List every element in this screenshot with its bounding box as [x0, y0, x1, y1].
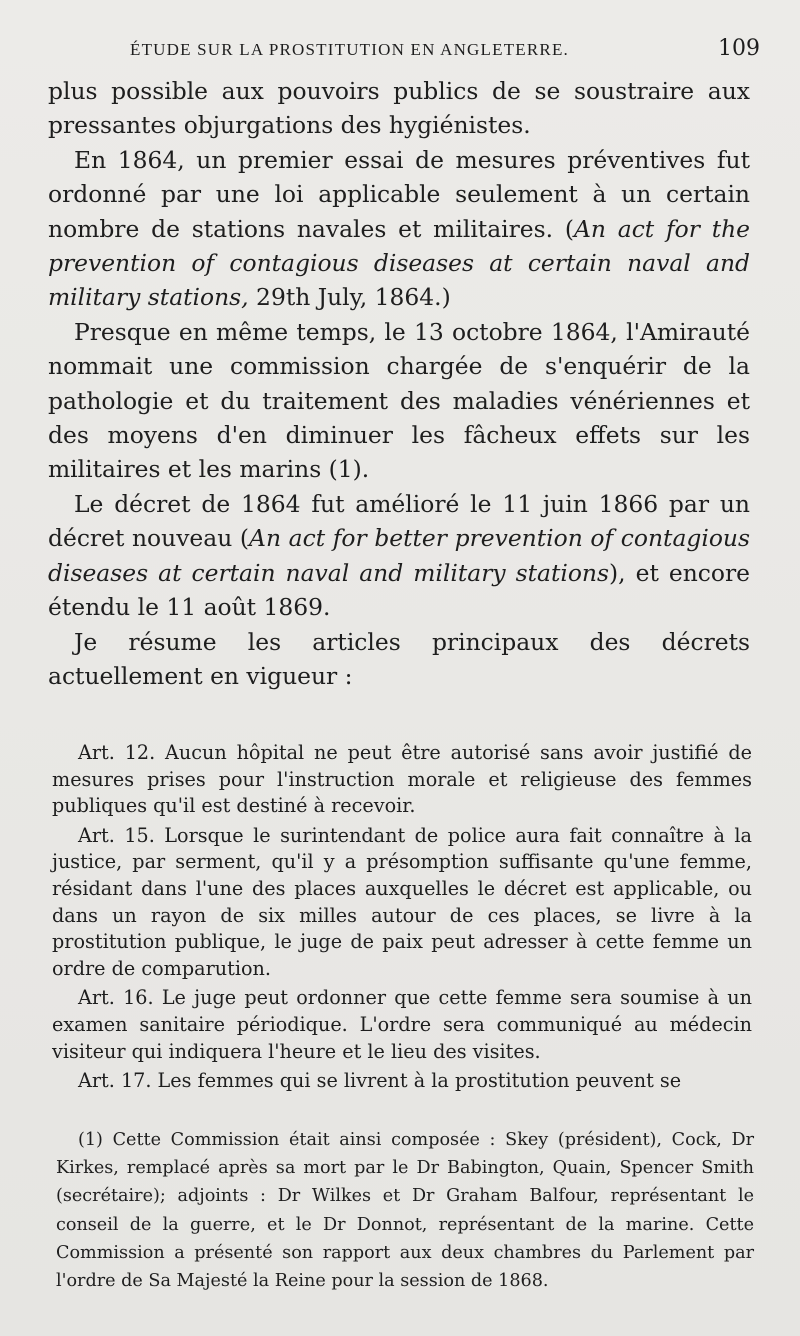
paragraph-text: En 1864, un premier essai de mesures préventives fut ordonné par une loi applicable seulement à un certain nombre de stations navales et militaires. ( [48, 145, 750, 243]
paragraph-1864-law [48, 143, 750, 315]
footnote [56, 1126, 754, 1295]
page-number: 109 [718, 36, 760, 61]
paragraph-continuation: plus possible aux pouvoirs publics de se soustraire aux pressantes objurgations des hygiénistes. [48, 77, 750, 140]
footnote-text: (1) Cette Commission était ainsi composée : Skey (président), Cock, Dr Kirkes, remplacé après sa mort par le Dr Babington, Quain, Spencer Smith (secrétaire); adjoints : Dr Wilkes et Dr Graham Balfour, représentant le conseil de la guerre, et le Dr Donnot, représentant de la marine. Cette Commission a présenté son rapport aux deux chambres du Parlement par l'ordre de Sa Majesté la Reine pour la session de 1868. [56, 1130, 754, 1292]
article-12: Art. 12. Aucun hôpital ne peut être autorisé sans avoir justifié de mesures prises pour l'instruction morale et religieuse des femmes publiques qu'il est destiné à recevoir. [52, 741, 752, 818]
decree-articles [52, 740, 752, 1098]
page-header [130, 36, 760, 66]
paragraph-summary-intro: Je résume les articles principaux des décrets actuellement en vigueur : [48, 627, 750, 690]
paragraph-1866-decree [48, 487, 750, 625]
main-text [48, 74, 750, 693]
act-title-italic: An act for the prevention of contagious diseases at certain naval and military stations, [48, 214, 750, 312]
article-17: Art. 17. Les femmes qui se livrent à la prostitution peuvent se [78, 1069, 682, 1093]
paragraph-text: ), et encore étendu le 11 août 1869. [48, 558, 750, 622]
paragraph-text: 29th July, 1864.) [248, 283, 451, 312]
act-title-italic: An act for better prevention of contagious diseases at certain naval and military stations [48, 524, 750, 587]
paragraph-admiralty-commission: Presque en même temps, le 13 octobre 1864, l'Amirauté nommait une commission chargée de s'enquérir de la pathologie et du traitement des maladies vénériennes et des moyens d'en diminuer les fâcheux effets sur les militaires et les marins (1). [48, 317, 750, 484]
paragraph-text: Le décret de 1864 fut amélioré le 11 juin 1866 par un décret nouveau ( [48, 489, 750, 553]
running-title: ÉTUDE SUR LA PROSTITUTION EN ANGLETERRE. [130, 40, 569, 59]
article-16: Art. 16. Le juge peut ordonner que cette femme sera soumise à un examen sanitaire périodique. L'ordre sera communiqué au médecin visiteur qui indiquera l'heure et le lieu des visites. [52, 986, 752, 1063]
article-15: Art. 15. Lorsque le surintendant de police aura fait connaître à la justice, par serment, qu'il y a présomption suffisante qu'une femme, résidant dans l'une des places auxquelles le décret est applicable, ou dans un rayon de six milles autour de ces places, se livre à la prostitution publique, le juge de paix peut adresser à cette femme un ordre de comparution. [52, 823, 752, 980]
